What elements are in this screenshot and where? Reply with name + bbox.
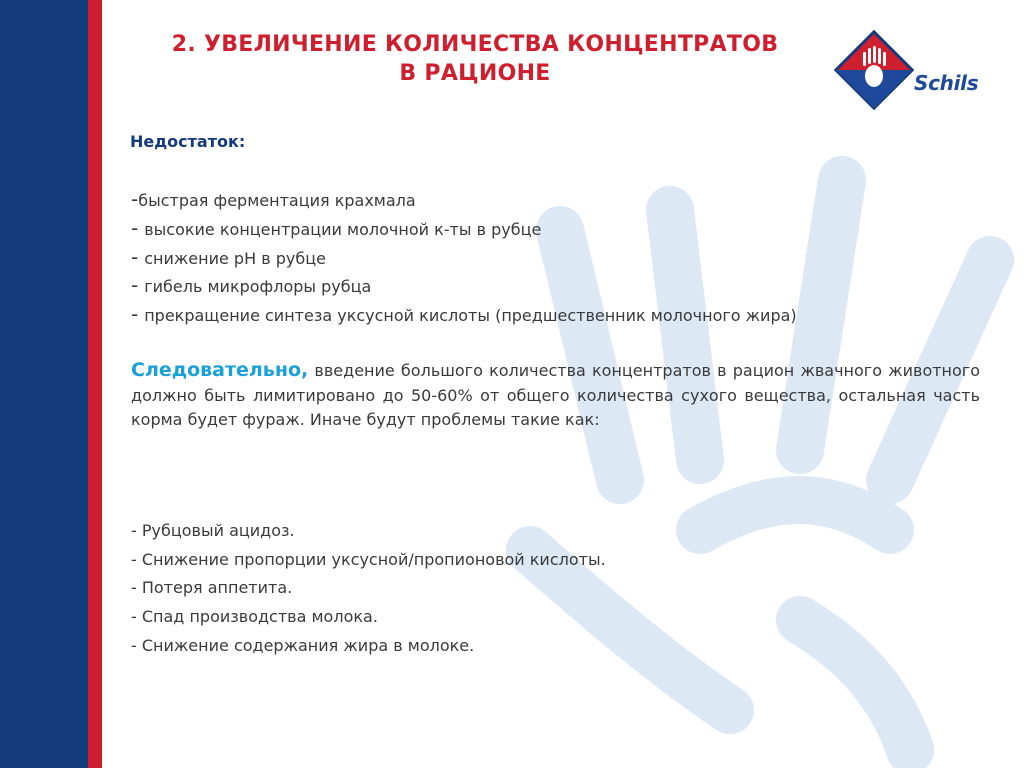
list-item: - Снижение пропорции уксусной/пропионовой кислоты. [131, 549, 606, 569]
list-item: -быстрая ферментация крахмала [131, 187, 416, 211]
drawbacks-heading: Недостаток: [130, 132, 246, 151]
drawbacks-list [131, 185, 797, 329]
left-navy-bar [0, 0, 88, 768]
list-item: - Потеря аппетита. [131, 578, 293, 598]
list-item: - Снижение содержания жира в молоке. [131, 635, 475, 655]
list-item: - высокие концентрации молочной к-ты в рубце [131, 215, 542, 240]
conclusion-lead: Следовательно, [131, 359, 309, 381]
slide-title [100, 30, 850, 88]
conclusion-paragraph [131, 358, 980, 433]
problems-list [131, 517, 606, 660]
title-line-1: 2. УВЕЛИЧЕНИЕ КОЛИЧЕСТВА КОНЦЕНТРАТОВ [171, 32, 779, 57]
list-item: - гибель микрофлоры рубца [131, 273, 372, 298]
logo-wordmark: Schils [914, 71, 979, 95]
list-item: - снижение рН в рубце [131, 244, 326, 269]
list-item: - прекращение синтеза уксусной кислоты (предшественник молочного жира) [131, 302, 797, 327]
conclusion-body: введение большого количества концентратов в рацион жвачного животного должно быть лимитировано до 50-60% от общего количества сухого вещества, остальная часть корма будет фураж. Иначе будут проблемы такие как: [131, 361, 980, 429]
schils-logo [834, 28, 984, 112]
list-item: - Спад производства молока. [131, 607, 378, 627]
title-line-2: В РАЦИОНЕ [399, 61, 551, 86]
left-red-stripe [88, 0, 102, 768]
list-item: - Рубцовый ацидоз. [131, 521, 295, 540]
